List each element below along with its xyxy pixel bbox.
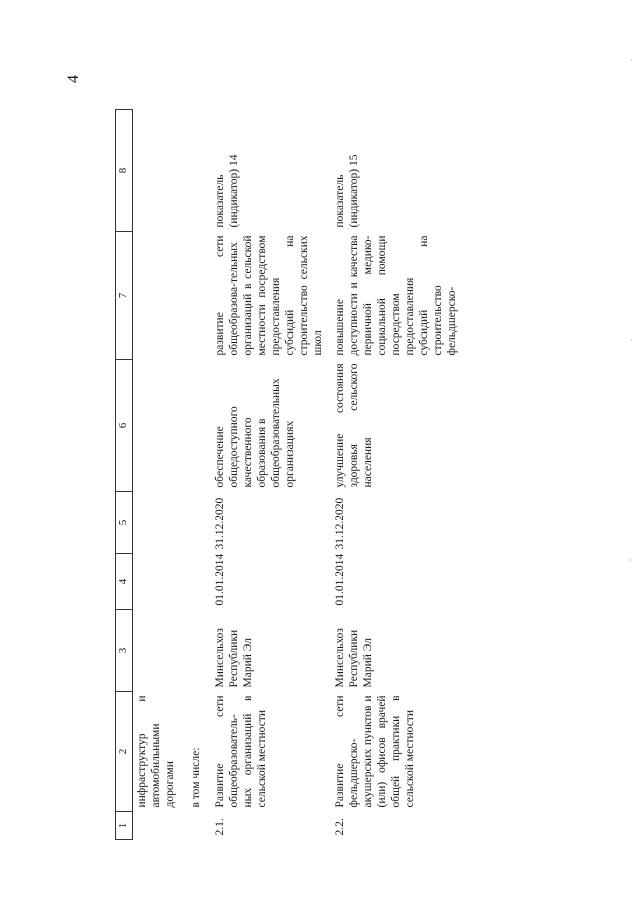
measure-content: развитие сети общеобразова-тельных организаций в сельской местности посредством предоставления субсидий на строительство сельских школ: [214, 235, 325, 356]
indicator: показатель (индикатор) 14: [214, 154, 241, 228]
col-header-2: 2: [116, 692, 133, 812]
end-date: 31.12.2020: [334, 497, 347, 550]
indicator: показатель (индикатор) 15: [334, 154, 361, 228]
program-table: [115, 109, 465, 840]
col-header-5: 5: [116, 492, 133, 554]
executor: Минсельхоз Республики Марий Эл: [214, 628, 255, 688]
measure-name: Развитие сети общеобразователь-ных организаций в сельской местности: [214, 695, 269, 808]
in-that-number-row: [183, 110, 211, 840]
in-that-number-label: в том числе:: [190, 747, 203, 808]
col-header-8: 8: [116, 110, 133, 232]
measure-content: повышение доступности и качества первичной медико-социальной помощи посредством предоставления субсидий на строительство фельдшерско-: [334, 235, 459, 356]
expected-result: обеспечение общедоступного качественного образования в общеобразовательных организациях: [214, 378, 297, 488]
row-number: 2.2.: [334, 818, 347, 836]
col-header-1: 1: [116, 812, 133, 840]
executor: Минсельхоз Республики Марий Эл: [334, 628, 375, 688]
start-date: 01.01.2014: [214, 553, 227, 606]
row-number: 2.1.: [214, 818, 227, 836]
col-header-3: 3: [116, 610, 133, 692]
expected-result: улучшение состояния здоровья сельского населения: [334, 363, 375, 488]
col-header-4: 4: [116, 554, 133, 610]
scan-margin-marks: [630, 40, 632, 860]
col-header-6: 6: [116, 360, 133, 492]
rotated-table-container: [115, 110, 515, 840]
table-row: [211, 110, 331, 840]
continuation-row: [133, 110, 184, 840]
page-number: 4: [65, 75, 82, 83]
start-date: 01.01.2014: [334, 553, 347, 606]
column-number-row: [116, 110, 133, 840]
measure-name: Развитие сети фельдшерско-акушерских пунктов и (или) офисов врачей общей практики в сельской местности: [334, 695, 417, 808]
table-row: [331, 110, 465, 840]
col-header-7: 7: [116, 232, 133, 360]
continuation-text: инфраструктур и автомобильными дорогами: [136, 695, 177, 808]
end-date: 31.12.2020: [214, 497, 227, 550]
